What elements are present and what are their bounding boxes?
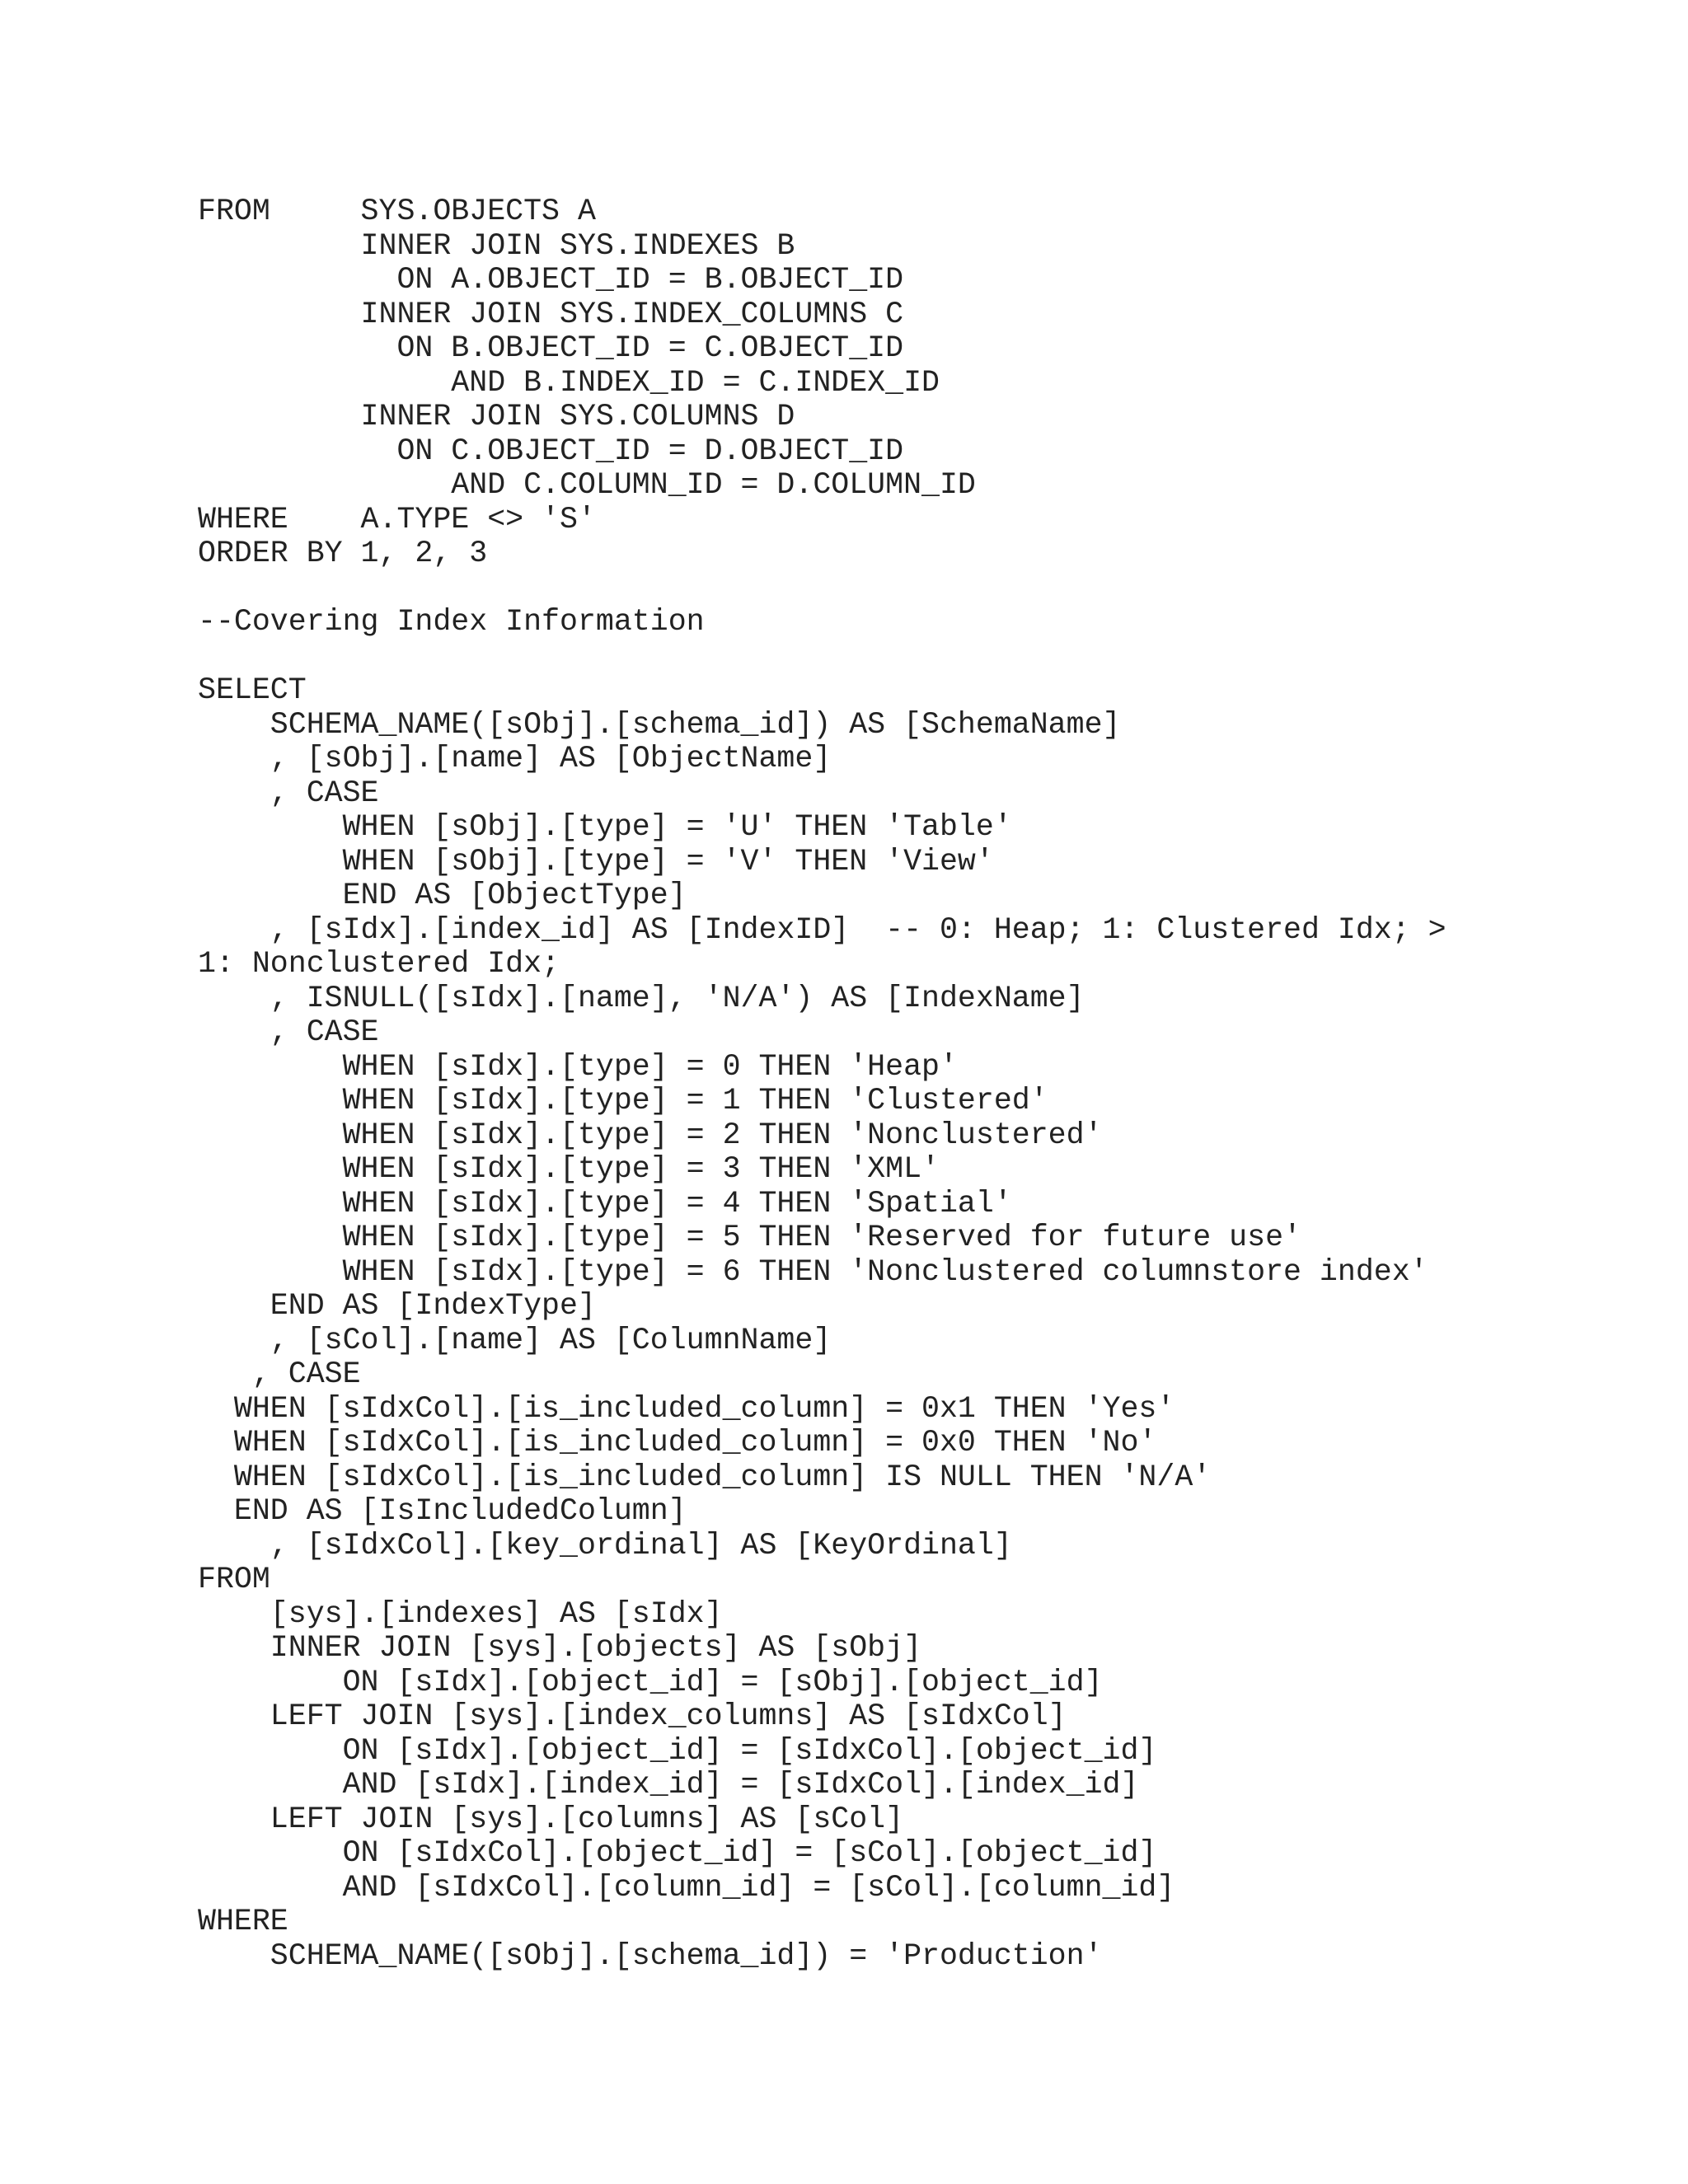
code-line: ON [sIdxCol].[object_id] = [sCol].[object_id] bbox=[198, 1836, 1157, 1870]
code-line: , [sIdx].[index_id] AS [IndexID] -- 0: Heap; 1: Clustered Idx; > bbox=[198, 912, 1447, 947]
code-line: INNER JOIN SYS.COLUMNS D bbox=[198, 400, 795, 434]
code-line: AND C.COLUMN_ID = D.COLUMN_ID bbox=[198, 468, 976, 502]
code-line: FROM bbox=[198, 1563, 270, 1596]
code-line: WHEN [sIdx].[type] = 1 THEN 'Clustered' bbox=[198, 1084, 1048, 1118]
code-line: WHEN [sIdxCol].[is_included_column] IS NULL THEN 'N/A' bbox=[198, 1460, 1212, 1494]
code-line bbox=[198, 640, 1599, 674]
code-line: , CASE bbox=[198, 1015, 379, 1049]
code-line: INNER JOIN SYS.INDEX_COLUMNS C bbox=[198, 297, 904, 331]
code-line: WHEN [sIdx].[type] = 5 THEN 'Reserved for future use' bbox=[198, 1221, 1301, 1254]
code-line: INNER JOIN [sys].[objects] AS [sObj] bbox=[198, 1631, 922, 1665]
code-line: END AS [ObjectType] bbox=[198, 879, 687, 912]
code-line: ON B.OBJECT_ID = C.OBJECT_ID bbox=[198, 331, 904, 365]
code-line: WHEN [sIdx].[type] = 3 THEN 'XML' bbox=[198, 1152, 940, 1186]
code-line: WHEN [sIdxCol].[is_included_column] = 0x1 THEN 'Yes' bbox=[198, 1391, 1175, 1426]
code-line: , ISNULL([sIdx].[name], 'N/A') AS [IndexName] bbox=[198, 981, 1085, 1015]
code-line: WHERE bbox=[198, 1905, 288, 1938]
code-line: LEFT JOIN [sys].[index_columns] AS [sIdxCol] bbox=[198, 1699, 1067, 1733]
code-line: ON [sIdx].[object_id] = [sIdxCol].[object_id] bbox=[198, 1733, 1157, 1768]
code-line: WHEN [sIdx].[type] = 2 THEN 'Nonclustered' bbox=[198, 1118, 1103, 1152]
code-line: WHEN [sObj].[type] = 'V' THEN 'View' bbox=[198, 844, 994, 879]
code-line: SELECT bbox=[198, 673, 307, 707]
code-line: ON A.OBJECT_ID = B.OBJECT_ID bbox=[198, 263, 904, 297]
code-line: SCHEMA_NAME([sObj].[schema_id]) = 'Production' bbox=[198, 1938, 1103, 1973]
code-line: WHEN [sIdxCol].[is_included_column] = 0x0 THEN 'No' bbox=[198, 1426, 1157, 1460]
code-line: , CASE bbox=[198, 1357, 361, 1391]
code-line: END AS [IndexType] bbox=[198, 1289, 596, 1323]
code-line: , CASE bbox=[198, 776, 379, 810]
code-line: AND B.INDEX_ID = C.INDEX_ID bbox=[198, 365, 940, 400]
code-line: WHEN [sIdx].[type] = 6 THEN 'Nonclustered columnstore index' bbox=[198, 1254, 1428, 1289]
code-line: , [sObj].[name] AS [ObjectName] bbox=[198, 742, 832, 776]
code-line: , [sCol].[name] AS [ColumnName] bbox=[198, 1323, 832, 1357]
code-line: WHERE A.TYPE <> 'S' bbox=[198, 502, 596, 537]
code-line: WHEN [sIdx].[type] = 4 THEN 'Spatial' bbox=[198, 1186, 1012, 1221]
code-line bbox=[198, 571, 1599, 606]
code-line: END AS [IsIncludedColumn] bbox=[198, 1494, 687, 1528]
sql-code-block bbox=[198, 194, 1599, 1973]
code-line: LEFT JOIN [sys].[columns] AS [sCol] bbox=[198, 1802, 904, 1836]
code-line: ORDER BY 1, 2, 3 bbox=[198, 537, 488, 570]
code-line: ON [sIdx].[object_id] = [sObj].[object_id] bbox=[198, 1665, 1103, 1699]
code-line: INNER JOIN SYS.INDEXES B bbox=[198, 228, 795, 263]
code-line: [sys].[indexes] AS [sIdx] bbox=[198, 1596, 723, 1631]
code-line: , [sIdxCol].[key_ordinal] AS [KeyOrdinal] bbox=[198, 1528, 1012, 1563]
code-line: 1: Nonclustered Idx; bbox=[198, 947, 560, 981]
code-line: AND [sIdx].[index_id] = [sIdxCol].[index_id] bbox=[198, 1768, 1139, 1802]
code-line: AND [sIdxCol].[column_id] = [sCol].[column_id] bbox=[198, 1870, 1175, 1905]
code-line: WHEN [sObj].[type] = 'U' THEN 'Table' bbox=[198, 810, 1012, 844]
code-line: ON C.OBJECT_ID = D.OBJECT_ID bbox=[198, 434, 904, 468]
code-line: SCHEMA_NAME([sObj].[schema_id]) AS [SchemaName] bbox=[198, 707, 1121, 742]
code-line: WHEN [sIdx].[type] = 0 THEN 'Heap' bbox=[198, 1049, 958, 1084]
code-line: FROM SYS.OBJECTS A bbox=[198, 194, 596, 228]
code-comment-line: --Covering Index Information bbox=[198, 605, 705, 639]
